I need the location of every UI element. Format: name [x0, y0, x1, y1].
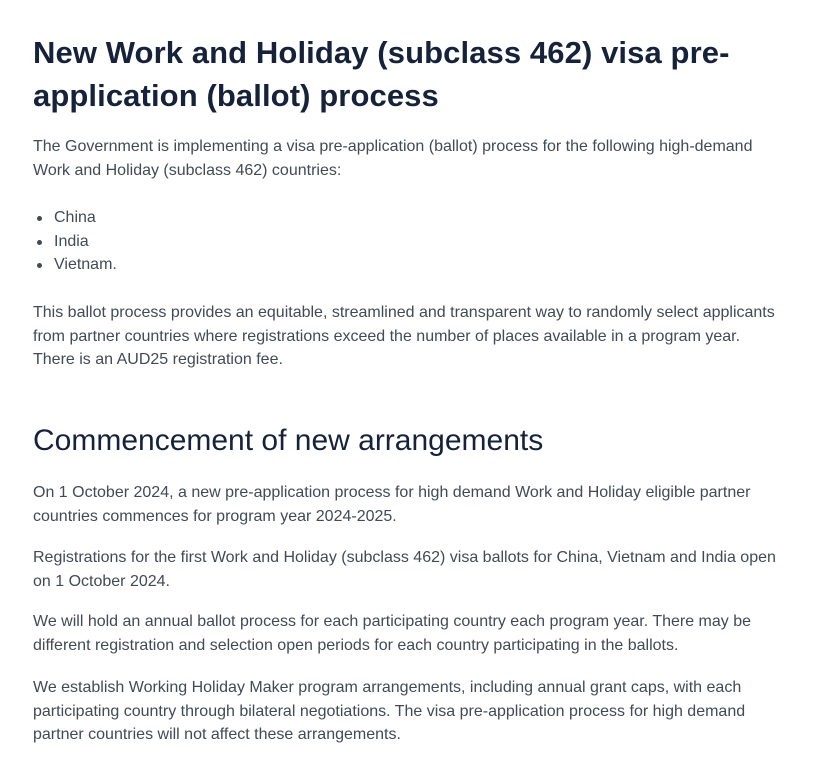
list-item: Vietnam. [54, 253, 117, 277]
intro-paragraph: The Government is implementing a visa pre-application (ballot) process for the following high-demand Work and Holiday (subclass 462) countries: [33, 138, 753, 179]
ballot-description: This ballot process provides an equitable, streamlined and transparent way to randomly select applicants from partner countries where registrations exceed the number of places available in a program year. There is an AUD25 registration fee. [33, 304, 775, 368]
page-title: New Work and Holiday (subclass 462) visa pre-application (ballot) process [33, 35, 730, 113]
paragraph-arrangements: We establish Working Holiday Maker program arrangements, including annual grant caps, with each participating country through bilateral negotiations. The visa pre-application process for high demand partner countries will not affect these arrangements. [33, 679, 746, 743]
country-list [33, 206, 117, 277]
section-heading-commencement: Commencement of new arrangements [33, 424, 544, 457]
list-item: China [54, 206, 117, 230]
paragraph-registrations: Registrations for the first Work and Holiday (subclass 462) visa ballots for China, Vietnam and India open on 1 October 2024. [33, 549, 776, 590]
list-item: India [54, 230, 117, 254]
paragraph-annual-ballot: We will hold an annual ballot process for each participating country each program year. There may be different registration and selection open periods for each country participating in the ballots. [33, 613, 752, 654]
paragraph-commencement: On 1 October 2024, a new pre-application process for high demand Work and Holiday eligible partner countries commences for program year 2024-2025. [33, 484, 751, 525]
